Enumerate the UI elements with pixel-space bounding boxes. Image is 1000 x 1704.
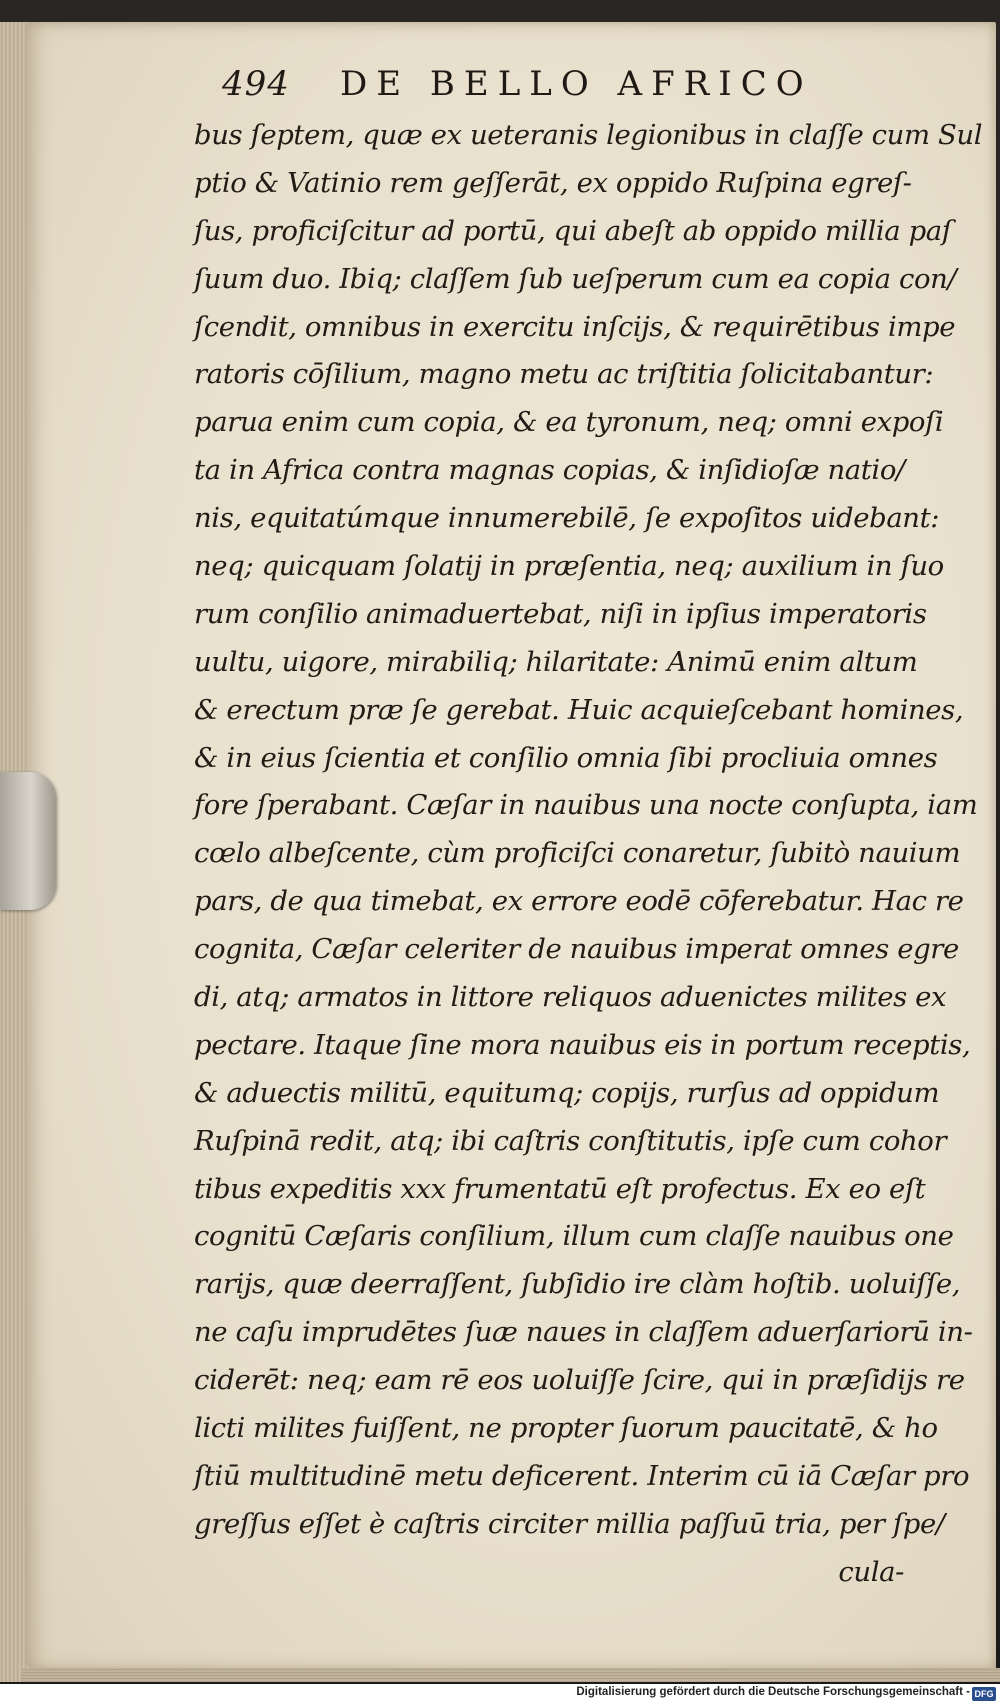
text-line: pectare. Itaque ſine mora nauibus eis in portum receptis, <box>194 1028 971 1061</box>
text-line: nis, equitatúmque innumerebilē, ſe expoſitos uidebant: <box>194 502 940 535</box>
text-line: tibus expeditis xxx frumentatū eſt profectus. Ex eo eſt <box>194 1172 926 1205</box>
text-line: fore ſperabant. Cæſar in nauibus una nocte conſupta, iam <box>194 789 978 822</box>
text-line: uultu, uigore, mirabiliq; hilaritate: Animū enim altum <box>194 645 918 678</box>
text-line: & erectum præ ſe gerebat. Huic acquieſcebant homines, <box>194 693 964 726</box>
text-line: pars, de qua timebat, ex errore eodē cōferebatur. Hac re <box>194 885 964 918</box>
text-line: neq; quicquam ſolatij in præſentia, neq; auxilium in ſuo <box>194 550 944 583</box>
running-title: DE BELLO AFRICO <box>340 64 813 104</box>
text-line: Ruſpinā redit, atq; ibi caſtris conſtitutis, ipſe cum cohor <box>194 1124 947 1157</box>
page-bottom-edge <box>22 1668 1000 1682</box>
text-line: bus ſeptem, quæ ex ueteranis legionibus in claſſe cum Sul <box>194 119 983 151</box>
catchword: cula- <box>838 1555 904 1588</box>
text-line: ta in Africa contra magnas copias, & inſidioſæ natio/ <box>194 454 905 487</box>
running-head <box>222 64 842 114</box>
text-line: ptio & Vatinio rem geſſerāt, ex oppido Ruſpina egreſ- <box>194 166 912 199</box>
text-line: & in eius ſcientia et conſilio omnia ſibi procliuia omnes <box>194 741 938 774</box>
body-text <box>194 112 983 1597</box>
text-line: parua enim cum copia, & ea tyronum, neq; omni expoſi <box>194 406 944 439</box>
text-line: ſuum duo. Ibiq; claſſem ſub ueſperum cum ea copia con/ <box>194 262 957 295</box>
text-line: ciderēt: neq; eam rē eos uoluiſſe ſcire, qui in præſidijs re <box>194 1364 965 1397</box>
text-line: rarijs, quæ deerraſſent, ſubſidio ire clàm hoſtib. uoluiſſe, <box>194 1268 961 1301</box>
book-clamp <box>0 772 56 910</box>
dfg-logo: DFG <box>972 1687 996 1701</box>
text-line: cognitū Cæſaris conſilium, illum cum claſſe nauibus one <box>194 1220 954 1253</box>
text-line: greſſus eſſet è caſtris circiter millia paſſuū tria, per ſpe/ <box>194 1507 945 1540</box>
text-line: licti milites fuiſſent, ne propter ſuorum paucitatē, & ho <box>194 1412 938 1445</box>
funding-credit: Digitalisierung gefördert durch die Deutsche Forschungsgemeinschaft - <box>576 1686 970 1698</box>
text-line: ne caſu imprudētes ſuæ naues in claſſem aduerſariorū in- <box>194 1316 973 1349</box>
text-line: cognita, Cæſar celeriter de nauibus imperat omnes egre <box>194 933 959 966</box>
page-number: 494 <box>222 64 290 104</box>
text-line: & aduectis militū, equitumq; copijs, rurſus ad oppidum <box>194 1076 940 1109</box>
text-line: ratoris cōſilium, magno metu ac triſtitia ſolicitabantur: <box>194 358 934 391</box>
text-line: cœlo albeſcente, cùm proficiſci conaretur, ſubitò nauium <box>194 837 961 870</box>
text-line: ſtiū multitudinē metu deficerent. Interim cū iā Cæſar pro <box>194 1459 970 1492</box>
text-line: ſcendit, omnibus in exercitu inſcijs, & requirētibus impe <box>194 310 956 343</box>
text-line: ſus, proficiſcitur ad portū, qui abeſt ab oppido millia paſ <box>194 214 952 247</box>
text-line: di, atq; armatos in littore reliquos aduenictes milites ex <box>194 981 947 1014</box>
text-line: rum conſilio animaduertebat, niſi in ipſius imperatoris <box>194 597 927 630</box>
footer-bar <box>0 1684 1000 1704</box>
